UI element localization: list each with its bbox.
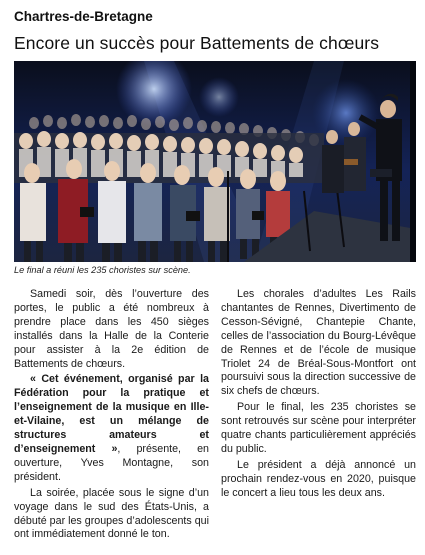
choir-photo [14, 61, 416, 262]
president-quote: « Cet événement, organisé par la Fédération pour la pratique et l’enseignement de la musique en Ille-et-Vilaine, est un mélange de structures amateurs et d’enseignement » [14, 373, 209, 455]
quote-attribution: , présente, en ouverture, Yves Montagne, son président. [14, 442, 210, 483]
column-right [221, 288, 416, 544]
paragraph-quote [14, 373, 209, 484]
paragraph-final: Pour le final, les 235 choristes se sont retrouvés sur scène pour interpréter quatre chants particulièrement appréciés du public. [221, 401, 416, 455]
paragraph-choirs: Les chorales d’adultes Les Rails chantantes de Rennes, Divertimento de Cesson-Sévigné, Chantepie Chante, celles de l’association du Bourg-Lévêque de Rennes et de l’école de musique Triolet 24 de Bréal-Sous-Montfort ont poursuivi sous la direction successive de six chefs de chœurs. [221, 288, 416, 398]
photo-caption: Le final a réuni les 235 choristes sur scène. [14, 265, 191, 275]
article-body [14, 288, 416, 544]
paragraph-intro: Samedi soir, dès l’ouverture des portes, le public a été nombreux à prendre place dans les 450 sièges installés dans la Halle de la Conterie pour assister à la 2e édition de Battements de chœurs. [14, 288, 209, 370]
column-left [14, 288, 209, 544]
choir-stage-illustration [14, 61, 416, 262]
locality-heading: Chartres-de-Bretagne [14, 9, 153, 24]
article [14, 8, 416, 544]
paragraph-next-event: Le président a déjà annoncé un prochain rendez-vous en 2020, puisque le concert a lieu tous les deux ans. [221, 458, 416, 499]
article-headline: Encore un succès pour Battements de chœurs [14, 33, 380, 53]
paragraph-opening: La soirée, placée sous le signe d’un voyage dans le sud des États-Unis, a débuté par les groupes d’adolescents qui ont immédiatement donné le ton. [14, 486, 209, 541]
